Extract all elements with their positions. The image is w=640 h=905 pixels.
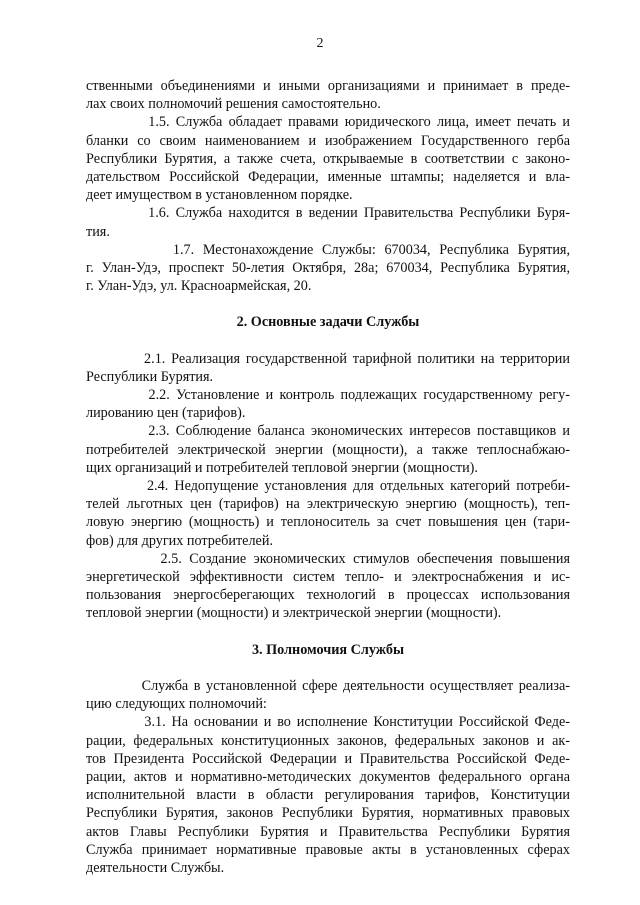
text-line: потребителей электрической энергии (мощности), а также теплоснабжаю-	[86, 441, 570, 458]
text-line: г. Улан-Удэ, ул. Красноармейская, 20.	[86, 278, 312, 295]
text-line: рации, актов и нормативно-методических документов федерального органа	[86, 768, 570, 785]
paragraph-3-intro	[86, 677, 570, 713]
text-line: тия.	[86, 223, 110, 240]
text-line: 2.1. Реализация государственной тарифной политики на территории	[86, 350, 570, 367]
paragraph-2-2	[86, 386, 570, 422]
text-line: лированию цен (тарифов).	[86, 405, 246, 422]
paragraph-1-7	[86, 241, 570, 296]
paragraph-1-6	[86, 204, 570, 240]
section-2-body	[86, 350, 570, 623]
text-line: Служба принимает нормативные правовые акты в установленных сферах	[86, 841, 570, 858]
paragraph-2-3	[86, 422, 570, 477]
text-line: тепловой энергии (мощности) и электрической энергии (мощности).	[86, 605, 502, 622]
document-body	[86, 77, 570, 877]
text-line: Служба в установленной сфере деятельности осуществляет реализа-	[86, 677, 570, 694]
text-line: деет имуществом в установленном порядке.	[86, 187, 353, 204]
text-line: пользования энергосберегающих технологий в процессах использования	[86, 587, 570, 604]
paragraph-cont	[86, 77, 570, 113]
text-line: телей льготных цен (тарифов) на электрическую энергию (мощность), теп-	[86, 496, 570, 513]
text-line: деятельности Службы.	[86, 859, 225, 876]
text-line: тов Президента Российской Федерации и Правительства Российской Феде-	[86, 750, 570, 767]
paragraph-2-5	[86, 550, 570, 623]
text-line: г. Улан-Удэ, проспект 50-летия Октября, 28а; 670034, Республика Бурятия,	[86, 260, 570, 277]
text-line: дательством Российской Федерации, именные штампы; наделяется и вла-	[86, 169, 570, 186]
text-line: бланки со своим наименованием и изображением Государственного герба	[86, 132, 570, 149]
paragraph-3-1	[86, 713, 570, 877]
text-line: 1.5. Служба обладает правами юридического лица, имеет печать и	[86, 114, 570, 131]
text-line: лах своих полномочий решения самостоятельно.	[86, 96, 381, 113]
text-line: фов) для других потребителей.	[86, 532, 273, 549]
text-line: 3.1. На основании и во исполнение Конституции Российской Феде-	[86, 714, 570, 731]
text-line: актов Главы Республики Бурятия и Правительства Республики Бурятия	[86, 823, 570, 840]
section-1-continuation	[86, 77, 570, 295]
text-line: щих организаций и потребителей тепловой энергии (мощности).	[86, 459, 478, 476]
text-line: ловую энергию (мощность) и теплоноситель за счет повышения цен (тари-	[86, 514, 570, 531]
text-line: исполнительной власти в области регулирования тарифов, Конституции	[86, 787, 570, 804]
section-3-body	[86, 677, 570, 877]
paragraph-2-1	[86, 350, 570, 386]
text-line: 2.2. Установление и контроль подлежащих государственному регу-	[86, 387, 570, 404]
paragraph-1-5	[86, 113, 570, 204]
text-line: рации, федеральных конституционных законов, федеральных законов и ак-	[86, 732, 570, 749]
section-2-heading: 2. Основные задачи Службы	[236, 314, 420, 331]
text-line: Республики Бурятия, а также счета, открываемые в соответствии с законо-	[86, 150, 570, 167]
text-line: 1.6. Служба находится в ведении Правительства Республики Буря-	[86, 205, 570, 222]
text-line: 1.7. Местонахождение Службы: 670034, Республика Бурятия,	[86, 241, 570, 258]
text-line: Республики Бурятия, законов Республики Бурятия, нормативных правовых	[86, 805, 570, 822]
text-line: 2.5. Создание экономических стимулов обеспечения повышения	[86, 550, 570, 567]
page-number: 2	[316, 36, 324, 51]
section-3-heading: 3. Полномочия Службы	[251, 641, 405, 658]
text-line: ственными объединениями и иными организациями и принимает в преде-	[86, 78, 570, 94]
text-line: энергетической эффективности систем тепло- и электроснабжения и ис-	[86, 569, 570, 586]
paragraph-2-4	[86, 477, 570, 550]
text-line: цию следующих полномочий:	[86, 696, 267, 713]
text-line: Республики Бурятия.	[86, 368, 214, 385]
text-line: 2.4. Недопущение установления для отдельных категорий потреби-	[86, 478, 570, 495]
text-line: 2.3. Соблюдение баланса экономических интересов поставщиков и	[86, 423, 570, 440]
